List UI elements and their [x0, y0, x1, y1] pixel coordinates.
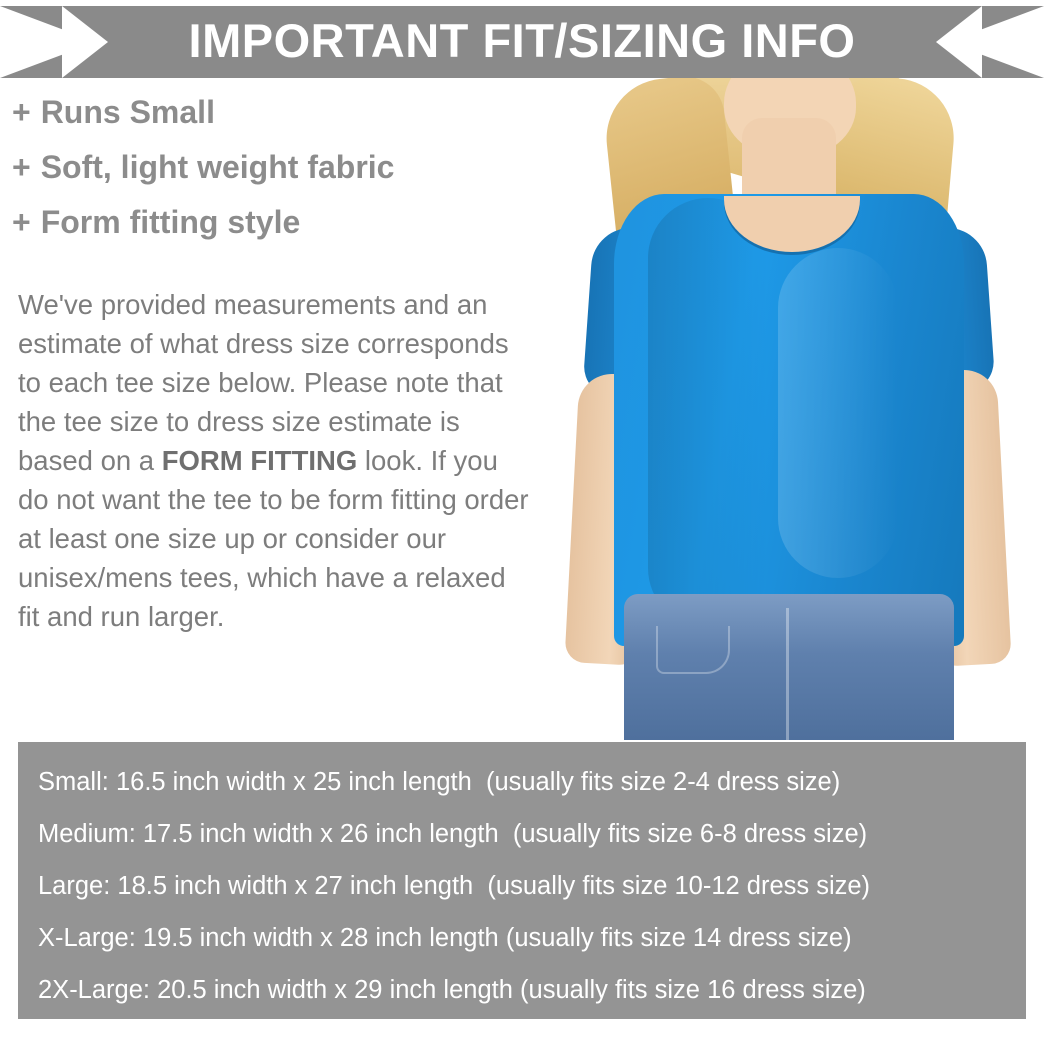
tee-highlight	[778, 248, 898, 578]
bullet-label: Soft, light weight fabric	[40, 149, 395, 185]
size-fits: (usually fits size 10-12 dress size)	[487, 872, 871, 900]
bullet-label: Form fitting style	[40, 204, 301, 240]
size-dimensions: 20.5 inch width x 29 inch length	[157, 976, 513, 1004]
product-photo	[528, 78, 1044, 740]
size-fits: (usually fits size 2-4 dress size)	[485, 768, 841, 796]
size-chart-row	[18, 756, 1026, 808]
size-chart-row	[18, 860, 1026, 912]
fit-description	[18, 285, 534, 636]
size-chart-row	[18, 964, 1026, 1016]
size-dimensions: 17.5 inch width x 26 inch length	[142, 820, 499, 848]
size-chart-row	[18, 912, 1026, 964]
tee-shadow	[648, 198, 768, 628]
bullet-item	[12, 206, 532, 238]
size-label: X-Large:	[38, 924, 136, 952]
bullet-item	[12, 96, 532, 128]
plus-icon: +	[12, 149, 31, 185]
size-chart-row	[18, 808, 1026, 860]
jeans-pocket	[656, 626, 730, 674]
banner-title: IMPORTANT FIT/SIZING INFO	[188, 14, 856, 67]
fit-description-part2: look. If you do not want the tee to be form fitting order at least one size up or consider our unisex/mens tees, which have a relaxed fit and run larger.	[18, 445, 529, 632]
size-dimensions: 16.5 inch width x 25 inch length	[115, 768, 472, 796]
size-label: 2X-Large:	[38, 976, 150, 1004]
size-fits: (usually fits size 16 dress size)	[520, 976, 866, 1004]
bullet-item	[12, 151, 532, 183]
jeans-seam	[786, 608, 789, 740]
size-fits: (usually fits size 6-8 dress size)	[512, 820, 868, 848]
size-label: Small:	[38, 768, 109, 796]
size-dimensions: 19.5 inch width x 28 inch length	[142, 924, 499, 952]
plus-icon: +	[12, 94, 31, 130]
size-chart	[18, 742, 1026, 1019]
banner	[0, 6, 1044, 78]
size-dimensions: 18.5 inch width x 27 inch length	[117, 872, 474, 900]
fit-description-emphasis: FORM FITTING	[161, 445, 358, 476]
size-label: Medium:	[38, 820, 136, 848]
fit-description-part1: We've provided measurements and an estimate of what dress size corresponds to each tee size below. Please note that the tee size to dress size estimate is based on a	[18, 289, 509, 476]
size-label: Large:	[38, 872, 111, 900]
size-fits: (usually fits size 14 dress size)	[505, 924, 852, 952]
feature-bullets	[12, 96, 532, 261]
bullet-label: Runs Small	[40, 94, 215, 130]
plus-icon: +	[12, 204, 31, 240]
